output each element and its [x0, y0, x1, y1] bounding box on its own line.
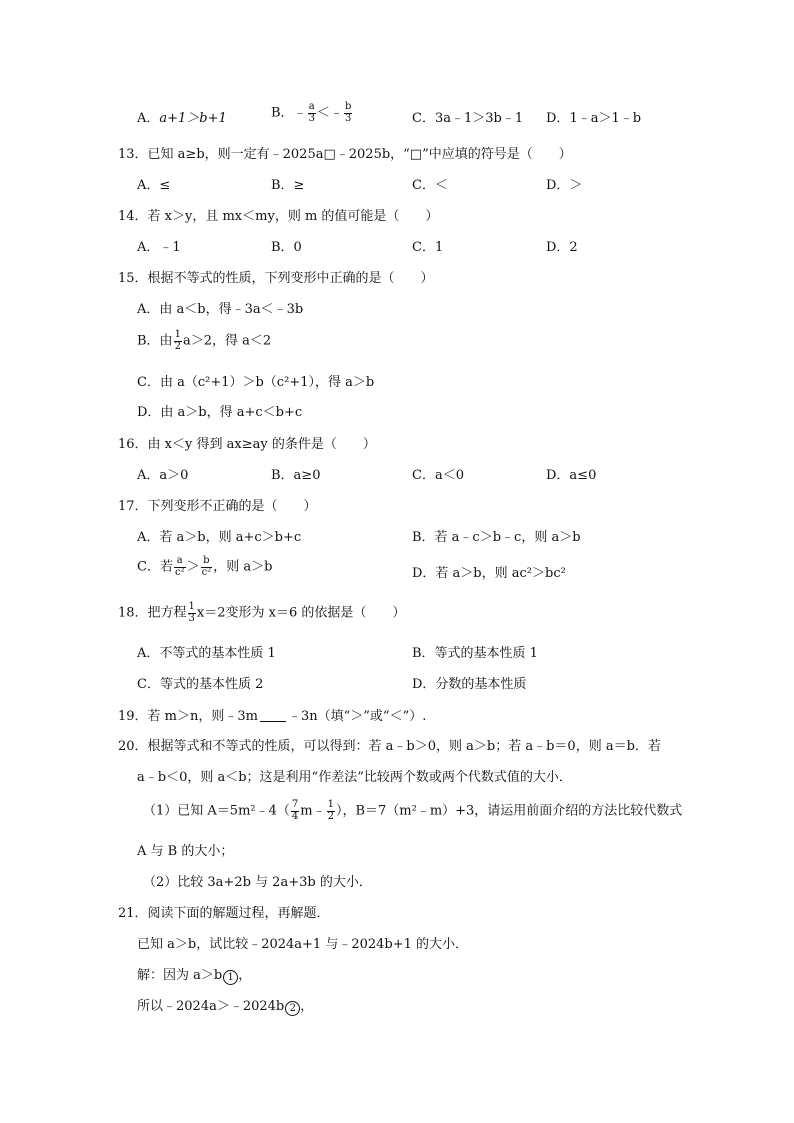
q14-option-b: B．0	[271, 240, 302, 255]
fraction: $\frac{1}{2}$	[174, 329, 181, 352]
q16-option-c: C．a＜0	[412, 468, 464, 483]
q15-option-b: B．由 $\frac{1}{2}$ a＞2，得 a＜2	[137, 329, 272, 352]
q17-option-d: D．若 a＞b，则 ac²＞bc²	[412, 566, 566, 581]
answer-blank[interactable]	[260, 709, 286, 722]
q15-stem: 15．根据不等式的性质，下列变形中正确的是（ ）	[118, 271, 434, 286]
q12-option-c: C．3a﹣1＞3b﹣1	[412, 111, 524, 126]
fraction: $\frac{a}{3}$	[308, 101, 315, 124]
q21-stem: 21．阅读下面的解题过程，再解题．	[118, 906, 330, 921]
q14-option-a: A．﹣1	[137, 240, 181, 255]
fraction: $\frac{1}{2}$	[327, 799, 334, 822]
q17-option-a: A．若 a＞b，则 a+c＞b+c	[137, 530, 302, 545]
fraction: $\frac{b}{3}$	[344, 101, 352, 124]
q18-option-a: A．不等式的基本性质 1	[137, 646, 276, 661]
q12-option-d: D．1﹣a＞1﹣b	[546, 111, 642, 126]
q20-part-2: （2）比较 3a+2b 与 2a+3b 的大小．	[143, 875, 372, 890]
fraction: $\frac{7}{4}$	[291, 799, 299, 822]
fraction: $\frac{1}{3}$	[188, 601, 195, 624]
q18-option-d: D．分数的基本性质	[412, 677, 527, 692]
q18-option-b: B．等式的基本性质 1	[412, 646, 538, 661]
q14-option-d: D．2	[546, 240, 578, 255]
q14-option-c: C．1	[412, 240, 444, 255]
q14-stem: 14．若 x＞y，且 mx＜my，则 m 的值可能是（ ）	[118, 209, 439, 224]
q20-line-1: 20．根据等式和不等式的性质，可以得到：若 a﹣b＞0，则 a＞b；若 a﹣b＝0，则 a＝b．若	[118, 739, 661, 754]
q21-solution-line-2: 所以﹣2024a＞﹣2024b 2 ，	[137, 999, 314, 1014]
q13-option-b: B．≥	[271, 178, 305, 193]
q16-option-b: B．a≥0	[271, 468, 321, 483]
q19-stem: 19．若 m＞n，则﹣3m ﹣3n（填“＞”或“＜”）.	[118, 709, 427, 724]
q20-part-1: （1）已知 A＝5m²﹣4（ $\frac{7}{4}$ m﹣ $\frac{1}{2}$ ），B＝7（m²﹣m）+3，请运用前面介绍的方法比较代数式	[143, 799, 683, 822]
q18-stem: 18．把方程 $\frac{1}{3}$ x＝2变形为 x＝6 的依据是（ ）	[118, 601, 406, 624]
q15-option-a: A．由 a＜b，得﹣3a＜﹣3b	[137, 302, 304, 317]
circled-number-2: 2	[285, 1001, 300, 1016]
q13-option-c: C．＜	[412, 178, 448, 193]
circled-number-1: 1	[223, 970, 238, 985]
fraction: $\frac{a}{\text{c²}}$	[174, 555, 185, 578]
q16-option-d: D．a≤0	[546, 468, 597, 483]
q20-line-2: a﹣b＜0，则 a＜b；这是利用“作差法”比较两个数或两个代数式值的大小．	[137, 770, 572, 785]
q21-given: 已知 a＞b，试比较﹣2024a+1 与﹣2024b+1 的大小．	[137, 937, 469, 952]
q17-stem: 17．下列变形不正确的是（ ）	[118, 499, 317, 514]
q17-option-b: B．若 a﹣c＞b﹣c，则 a＞b	[412, 530, 581, 545]
q15-option-c: C．由 a（c²+1）＞b（c²+1），得 a＞b	[137, 375, 375, 390]
q12-option-a: A．a+1＞b+1	[137, 111, 227, 126]
q13-option-d: D．＞	[546, 178, 583, 193]
q15-option-d: D．由 a＞b，得 a+c＜b+c	[137, 405, 303, 420]
q16-option-a: A．a＞0	[137, 468, 189, 483]
q13-stem: 13．已知 a≥b，则一定有﹣2025a□﹣2025b，“□”中应填的符号是（ ）	[118, 147, 572, 162]
q13-option-a: A．≤	[137, 178, 171, 193]
q21-solution-line-1: 解：因为 a＞b 1 ，	[137, 968, 252, 983]
q16-stem: 16．由 x＜y 得到 ax≥ay 的条件是（ ）	[118, 437, 376, 452]
q17-option-c: C．若 $\frac{a}{\text{c²}}$ ＞ $\frac{b}{\text{c²}}$ ，则 a＞b	[137, 555, 273, 578]
q12-option-b: B．﹣ $\frac{a}{3}$ ＜﹣ $\frac{b}{3}$	[271, 101, 352, 124]
q20-part-1-line-2: A 与 B 的大小；	[137, 844, 234, 859]
q18-option-c: C．等式的基本性质 2	[137, 677, 264, 692]
fraction: $\frac{b}{\text{c²}}$	[201, 555, 212, 578]
